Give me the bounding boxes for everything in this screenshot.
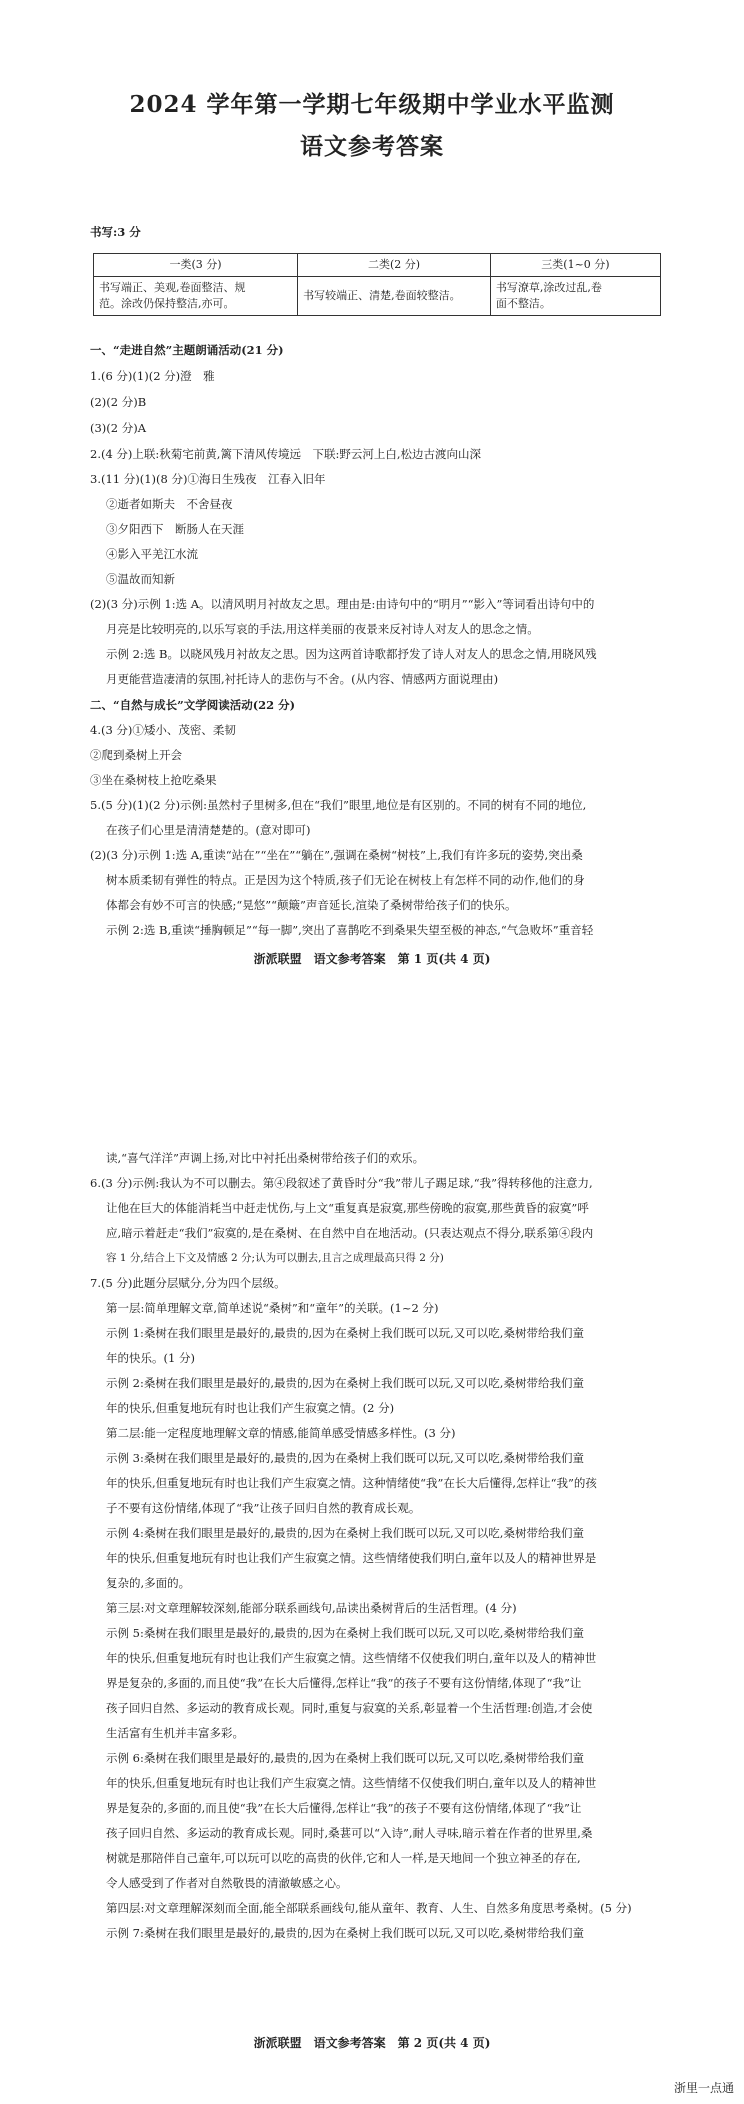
answer-line: 子不要有这份情绪,体现了“我”让孩子回归自然的教育成长观。 bbox=[106, 1501, 421, 1515]
answer-page-1 bbox=[0, 0, 744, 966]
answer-line: 1.(6 分)(1)(2 分)澄 雅 bbox=[90, 369, 215, 383]
answer-line: 示例 6:桑树在我们眼里是最好的,最贵的,因为在桑树上我们既可以玩,又可以吃,桑树带给我们童 bbox=[106, 1751, 584, 1765]
answer-line: ②爬到桑树上开会 bbox=[90, 748, 182, 762]
answer-line: ②逝者如斯夫 不舍昼夜 bbox=[106, 497, 233, 511]
grade-cell-3 bbox=[490, 277, 660, 316]
grade-header-2: 二类(2 分) bbox=[298, 254, 491, 277]
answer-line: 孩子回归自然、多运动的教育成长观。同时,重复与寂寞的关系,彰显着一个生活哲理:创造,才会使 bbox=[106, 1701, 593, 1715]
answer-line: 第三层:对文章理解较深刻,能部分联系画线句,品读出桑树背后的生活哲理。(4 分) bbox=[106, 1601, 517, 1615]
answer-line: 让他在巨大的体能消耗当中赶走忧伤,与上文“重复真是寂寞,那些傍晚的寂寞,那些黄昏的寂寞”呼 bbox=[106, 1201, 589, 1215]
answer-line: 在孩子们心里是清清楚楚的。(意对即可) bbox=[106, 823, 311, 837]
exam-subtitle: 语文参考答案 bbox=[300, 133, 444, 160]
answer-line: (3)(2 分)A bbox=[90, 421, 147, 435]
answer-line: 界是复杂的,多面的,而且使“我”在长大后懂得,怎样让“我”的孩子不要有这份情绪,体现了“我”让 bbox=[106, 1801, 582, 1815]
writing-score-label: 书写:3 分 bbox=[90, 225, 141, 239]
answer-line: 示例 2:桑树在我们眼里是最好的,最贵的,因为在桑树上我们既可以玩,又可以吃,桑树带给我们童 bbox=[106, 1376, 584, 1390]
answer-line: 年的快乐,但重复地玩有时也让我们产生寂寞之情。这些情绪使我们明白,童年以及人的精神世界是 bbox=[106, 1551, 597, 1565]
answer-line: 界是复杂的,多面的,而且使“我”在长大后懂得,怎样让“我”的孩子不要有这份情绪,体现了“我”让 bbox=[106, 1676, 582, 1690]
answer-line: 示例 2:选 B。以晓风残月衬故友之思。因为这两首诗歌都抒发了诗人对友人的思念之情,用晓风残 bbox=[106, 647, 597, 661]
answer-line: 容 1 分,结合上下文及情感 2 分;认为可以删去,且言之成理最高只得 2 分) bbox=[106, 1252, 444, 1264]
answer-line: 2.(4 分)上联:秋菊宅前黄,篱下清风传境远 下联:野云河上白,松边古渡向山深 bbox=[90, 447, 481, 461]
answer-line: ⑤温故而知新 bbox=[106, 572, 175, 586]
answer-line: 令人感受到了作者对自然敬畏的清澈敏感之心。 bbox=[106, 1876, 348, 1890]
answer-line: 示例 1:桑树在我们眼里是最好的,最贵的,因为在桑树上我们既可以玩,又可以吃,桑树带给我们童 bbox=[106, 1326, 584, 1340]
answer-line: 第一层:简单理解文章,简单述说“桑树”和“童年”的关联。(1~2 分) bbox=[106, 1301, 439, 1315]
answer-line: 树就是那陪伴自己童年,可以玩可以吃的高贵的伙伴,它和人一样,是天地间一个独立神圣的存在, bbox=[106, 1851, 581, 1865]
answer-line: 月更能营造凄清的氛围,衬托诗人的悲伤与不舍。(从内容、情感两方面说理由) bbox=[106, 672, 499, 686]
answer-line: 第四层:对文章理解深刻而全面,能全部联系画线句,能从童年、教育、人生、自然多角度思考桑树。(5 分) bbox=[106, 1901, 632, 1915]
page-footer-1: 浙派联盟 语文参考答案 第 1 页(共 4 页) bbox=[253, 952, 491, 966]
answer-line: (2)(2 分)B bbox=[90, 395, 147, 409]
answer-line: 示例 4:桑树在我们眼里是最好的,最贵的,因为在桑树上我们既可以玩,又可以吃,桑树带给我们童 bbox=[106, 1526, 584, 1540]
answer-line: 示例 5:桑树在我们眼里是最好的,最贵的,因为在桑树上我们既可以玩,又可以吃,桑树带给我们童 bbox=[106, 1626, 584, 1640]
answer-line: (2)(3 分)示例 1:选 A。以清风明月衬故友之思。理由是:由诗句中的“明月”“影入”等词看出诗句中的 bbox=[90, 597, 595, 611]
watermark: 浙里一点通 bbox=[673, 2081, 734, 2095]
answer-line: 读,“喜气洋洋”声调上扬,对比中衬托出桑树带给孩子们的欢乐。 bbox=[106, 1151, 425, 1165]
answer-line: (2)(3 分)示例 1:选 A,重读“站在”“坐在”“躺在”,强调在桑树“树枝”上,我们有许多玩的姿势,突出桑 bbox=[90, 848, 583, 862]
answer-line: 复杂的,多面的。 bbox=[106, 1576, 191, 1590]
grade-cell-1-line-2: 范。涂改仍保持整洁,亦可。 bbox=[99, 297, 235, 310]
answer-line: 年的快乐,但重复地玩有时也让我们产生寂寞之情。这些情绪不仅使我们明白,童年以及人的精神世 bbox=[106, 1776, 597, 1790]
answer-line: 4.(3 分)①矮小、茂密、柔韧 bbox=[90, 723, 236, 737]
answer-line: ③坐在桑树枝上抢吃桑果 bbox=[90, 773, 217, 787]
answer-line: 体都会有妙不可言的快感;“晃悠”“颠簸”声音延长,渲染了桑树带给孩子们的快乐。 bbox=[106, 898, 517, 912]
grade-header-1: 一类(3 分) bbox=[94, 254, 298, 277]
answer-line: 7.(5 分)此题分层赋分,分为四个层级。 bbox=[90, 1276, 286, 1290]
answer-line: 年的快乐。(1 分) bbox=[106, 1351, 195, 1365]
answer-line: 示例 3:桑树在我们眼里是最好的,最贵的,因为在桑树上我们既可以玩,又可以吃,桑树带给我们童 bbox=[106, 1451, 584, 1465]
grade-cell-2-line-1: 书写较端正、清楚,卷面较整洁。 bbox=[303, 289, 461, 302]
writing-grade-table bbox=[93, 253, 661, 316]
answer-line: 5.(5 分)(1)(2 分)示例:虽然村子里树多,但在“我们”眼里,地位是有区别的。不同的树有不同的地位, bbox=[90, 798, 587, 812]
answer-line: 孩子回归自然、多运动的教育成长观。同时,桑葚可以“入诗”,耐人寻味,暗示着在作者的世界里,桑 bbox=[106, 1826, 593, 1840]
answer-line: ④影入平羌江水流 bbox=[106, 547, 198, 561]
grade-table-body-row bbox=[94, 277, 661, 316]
answer-line: 6.(3 分)示例:我认为不可以删去。第④段叙述了黄昏时分“我”带儿子踢足球,“我”得转移他的注意力, bbox=[90, 1176, 593, 1190]
answer-line: 生活富有生机并丰富多彩。 bbox=[106, 1726, 244, 1740]
answer-line: 树本质柔韧有弹性的特点。正是因为这个特质,孩子们无论在树枝上有怎样不同的动作,他们的身 bbox=[106, 873, 585, 887]
answer-line: ③夕阳西下 断肠人在天涯 bbox=[106, 522, 244, 536]
section-heading-2: 二、“自然与成长”文学阅读活动(22 分) bbox=[90, 698, 296, 712]
grade-cell-3-line-1: 书写潦草,涂改过乱,卷 bbox=[495, 281, 602, 294]
answer-line: 年的快乐,但重复地玩有时也让我们产生寂寞之情。这些情绪不仅使我们明白,童年以及人的精神世 bbox=[106, 1651, 597, 1665]
exam-title: 2024 学年第一学期七年级期中学业水平监测 bbox=[129, 91, 615, 118]
answer-line: 示例 7:桑树在我们眼里是最好的,最贵的,因为在桑树上我们既可以玩,又可以吃,桑树带给我们童 bbox=[106, 1926, 584, 1940]
answer-line: 3.(11 分)(1)(8 分)①海日生残夜 江春入旧年 bbox=[90, 472, 326, 486]
grade-cell-1 bbox=[94, 277, 298, 316]
section-heading-1: 一、“走进自然”主题朗诵活动(21 分) bbox=[90, 343, 284, 357]
answer-line: 年的快乐,但重复地玩有时也让我们产生寂寞之情。(2 分) bbox=[106, 1401, 395, 1415]
answer-page-2 bbox=[0, 1150, 744, 2104]
grade-header-3: 三类(1~0 分) bbox=[490, 254, 660, 277]
answer-line: 月亮是比较明亮的,以乐写哀的手法,用这样美丽的夜景来反衬诗人对友人的思念之情。 bbox=[106, 622, 539, 636]
grade-cell-2 bbox=[298, 277, 491, 316]
page-footer-2: 浙派联盟 语文参考答案 第 2 页(共 4 页) bbox=[253, 2036, 491, 2050]
grade-table-header-row bbox=[94, 254, 661, 277]
answer-line: 示例 2:选 B,重读“捶胸顿足”“每一脚”,突出了喜鹊吃不到桑果失望至极的神态,“气急败坏”重音轻 bbox=[106, 923, 594, 937]
answer-line: 应,暗示着赶走“我们”寂寞的,是在桑树、在自然中自在地活动。(只表达观点不得分,联系第④段内 bbox=[106, 1226, 594, 1240]
grade-cell-3-line-2: 面不整洁。 bbox=[495, 297, 551, 310]
grade-cell-1-line-1: 书写端正、美观,卷面整洁、规 bbox=[99, 281, 246, 294]
answer-line: 第二层:能一定程度地理解文章的情感,能简单感受情感多样性。(3 分) bbox=[106, 1426, 456, 1440]
answer-line: 年的快乐,但重复地玩有时也让我们产生寂寞之情。这种情绪使“我”在长大后懂得,怎样让“我”的孩 bbox=[106, 1476, 597, 1490]
